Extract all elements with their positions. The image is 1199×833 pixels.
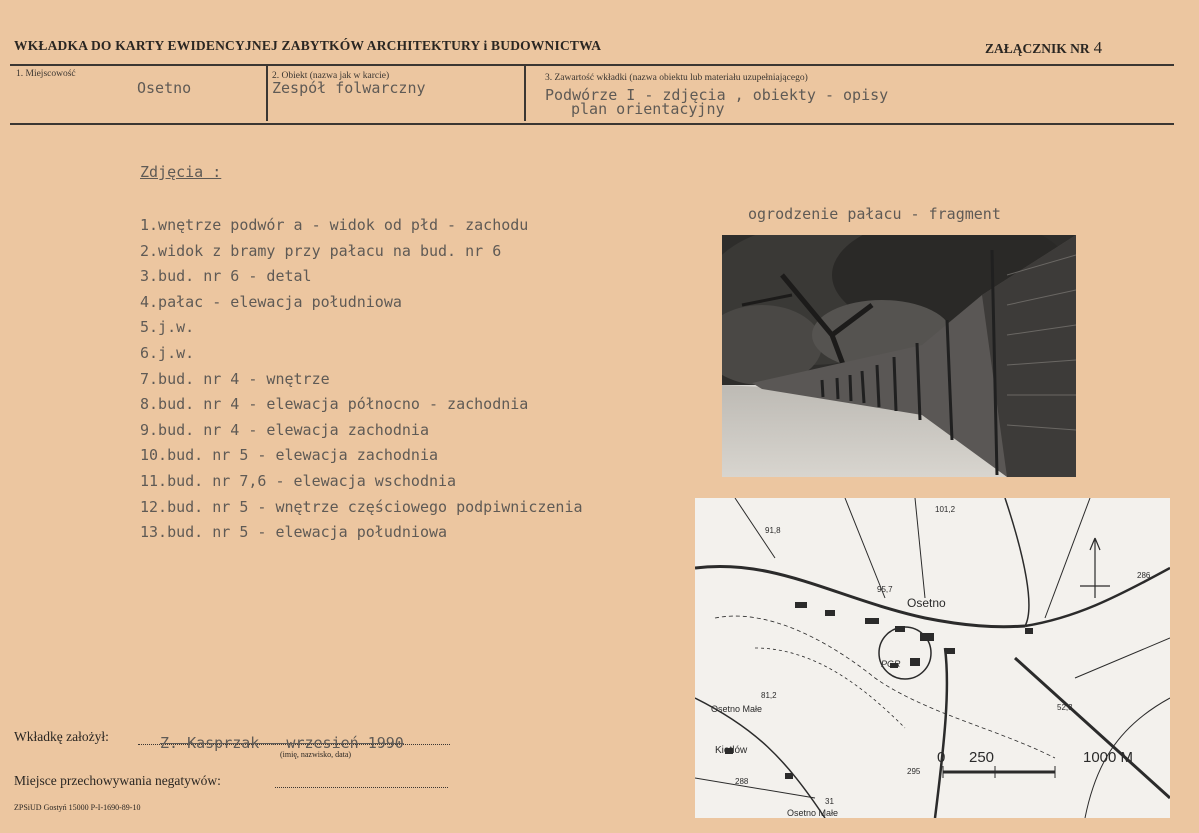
print-info: ZPSiUD Gostyń 15000 P-I-1690-89-10 xyxy=(14,803,141,812)
map-scale-end: 1000 M xyxy=(1083,749,1134,766)
object-label: 2. Obiekt (nazwa jak w karcie) xyxy=(272,71,390,81)
map-label-kietlow: Kietlów xyxy=(715,745,748,756)
header-bottom-rule xyxy=(10,123,1174,125)
list-item: 10.bud. nr 5 - elewacja zachodnia xyxy=(140,446,439,465)
storage-label: Miejsce przechowywania negatywów: xyxy=(14,773,221,788)
list-item: 13.bud. nr 5 - elewacja południowa xyxy=(140,523,448,542)
map-label-osetno-male-2: Osetno Małe xyxy=(787,808,839,818)
annex-number: 4 xyxy=(1093,38,1103,57)
list-item: 3.bud. nr 6 - detal xyxy=(140,267,312,286)
list-item: 2.widok z bramy przy pałacu na bud. nr 6 xyxy=(140,241,502,260)
annex-label xyxy=(985,38,1102,58)
list-item: 7.bud. nr 4 - wnętrze xyxy=(140,369,330,388)
founder-value: Z. Kasprzak - wrzesień 1990 xyxy=(160,734,404,752)
list-item: 9.bud. nr 4 - elewacja zachodnia xyxy=(140,420,429,439)
map-elev-957: 95,7 xyxy=(877,585,893,594)
content-value-line2: plan orientacyjny xyxy=(571,100,725,118)
object-value: Zespół folwarczny xyxy=(272,79,426,97)
list-item: 1.wnętrze podwór a - widok od płd - zachodu xyxy=(140,216,529,234)
fence-photo-drawing xyxy=(722,235,1076,477)
content-value-line1: Podwórze I - zdjęcia , obiekty - opisy xyxy=(545,86,889,104)
list-item: 5.j.w. xyxy=(140,318,195,337)
list-item: 8.bud. nr 4 - elewacja północno - zachodnia xyxy=(140,395,529,414)
map-elev-286: 286 xyxy=(1137,571,1151,580)
photos-heading-text: Zdjęcia : xyxy=(140,163,222,181)
map-elev-812: 81,2 xyxy=(761,691,777,700)
list-item: 6.j.w. xyxy=(140,343,195,362)
locality-label: 1. Miejscowość xyxy=(16,69,76,79)
map-label-pgr: PGR xyxy=(881,659,901,669)
map-label-town: Osetno xyxy=(907,596,946,610)
header-top-rule xyxy=(10,64,1174,66)
storage-dotted-line xyxy=(275,787,448,788)
field-divider-2 xyxy=(524,66,526,121)
orientation-map xyxy=(695,498,1170,818)
founder-hint: (imię, nazwisko, data) xyxy=(280,750,352,759)
list-item: 12.bud. nr 5 - wnętrze częściowego podpiwniczenia xyxy=(140,497,583,516)
photo-caption: ogrodzenie pałacu - fragment xyxy=(748,205,1001,223)
founder-label: Wkładkę założył: xyxy=(14,729,109,744)
map-scale-mid: 250 xyxy=(969,749,995,766)
map-elev-31: 31 xyxy=(825,797,834,806)
photos-list xyxy=(140,213,583,546)
map-elev-1012: 101,2 xyxy=(935,505,956,514)
map-elev-918: 91,8 xyxy=(765,526,781,535)
map-elev-288: 288 xyxy=(735,777,749,786)
locality-value: Osetno xyxy=(137,79,192,97)
orientation-map-drawing xyxy=(695,498,1170,818)
map-label-osetno-male-1: Osetno Małe xyxy=(711,704,763,714)
list-item: 11.bud. nr 7,6 - elewacja wschodnia xyxy=(140,471,457,490)
map-elev-523: 52,3 xyxy=(1057,703,1073,712)
map-scale-start: 0 xyxy=(937,749,946,766)
map-elev-295: 295 xyxy=(907,767,921,776)
photos-heading xyxy=(140,163,221,181)
list-item: 4.pałac - elewacja południowa xyxy=(140,292,402,311)
content-label: 3. Zawartość wkładki (nazwa obiektu lub materiału uzupełniającego) xyxy=(545,73,808,83)
form-title: WKŁADKA DO KARTY EWIDENCYJNEJ ZABYTKÓW ARCHITEKTURY i BUDOWNICTWA xyxy=(14,38,602,53)
field-divider-1 xyxy=(266,66,268,121)
fence-photo xyxy=(722,235,1076,477)
annex-label-text: ZAŁĄCZNIK NR xyxy=(985,41,1090,56)
